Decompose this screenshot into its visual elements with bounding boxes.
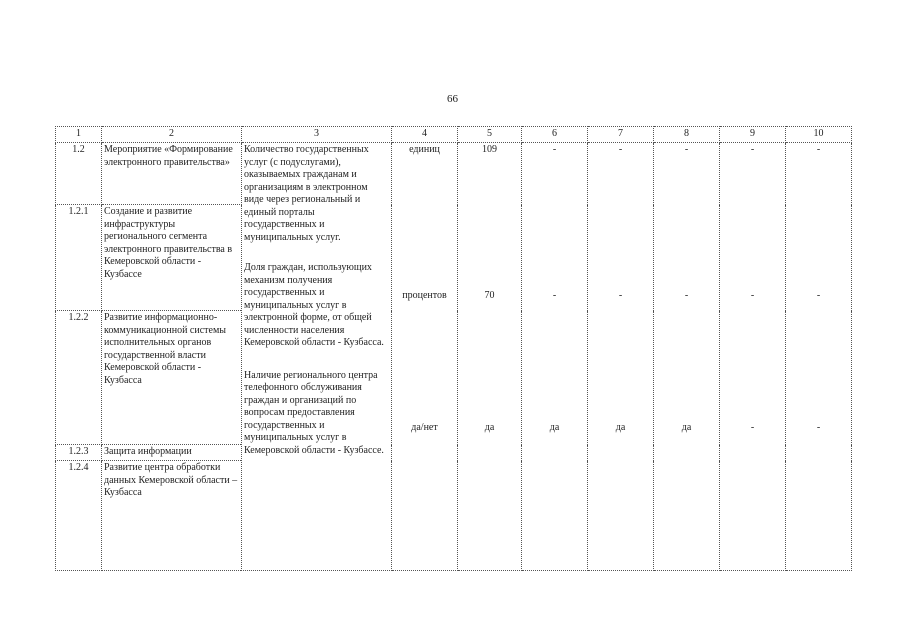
value: 70 <box>484 289 495 301</box>
indicators-cell <box>242 143 392 571</box>
page-number: 66 <box>447 93 458 105</box>
header-cell: 10 <box>786 127 852 143</box>
row-name: Создание и развитие инфраструктуры регионального сегмента электронного правительства в Кемеровской области - Кузбассе <box>102 205 242 311</box>
value: да <box>681 422 692 433</box>
value: - <box>618 144 623 155</box>
units-cell <box>392 143 458 571</box>
values-col-8 <box>654 143 720 571</box>
value: - <box>684 289 689 301</box>
value: да <box>549 422 560 433</box>
value: да <box>615 422 626 433</box>
indicator-unit: процентов <box>402 289 447 301</box>
row-number: 1.2.2 <box>56 311 102 445</box>
value: - <box>684 144 689 155</box>
header-cell: 3 <box>242 127 392 143</box>
header-cell: 2 <box>102 127 242 143</box>
row-name: Развитие центра обработки данных Кемеровской области – Кузбасса <box>102 461 242 571</box>
indicator-text: Наличие регионального центра телефонного обслуживания граждан и организаций по вопросам предоставления государственных и муниципальных услуг в Кемеровской области - Кузбассе. <box>244 369 384 456</box>
value: - <box>552 289 557 301</box>
header-cell: 7 <box>588 127 654 143</box>
header-cell: 1 <box>56 127 102 143</box>
row-number: 1.2 <box>56 143 102 205</box>
header-cell: 9 <box>720 127 786 143</box>
indicator-text: Количество государственных услуг (с подуслугами), оказываемых гражданам и организациям в электронном виде через региональный и единый порталы государственных и муниципальных услуг. <box>244 144 369 243</box>
header-cell: 4 <box>392 127 458 143</box>
value: да <box>484 422 495 433</box>
row-number: 1.2.3 <box>56 445 102 461</box>
values-col-6 <box>522 143 588 571</box>
header-cell: 5 <box>458 127 522 143</box>
program-table <box>55 126 852 571</box>
value: - <box>552 144 557 155</box>
value: - <box>750 144 755 155</box>
table-row <box>56 143 852 205</box>
row-name: Мероприятие «Формирование электронного правительства» <box>102 143 242 205</box>
indicator-text: Доля граждан, использующих механизм получения государственных и муниципальных услуг в электронной форме, от общей численности населения Кемеровской области - Кузбасса. <box>244 262 384 348</box>
values-col-7 <box>588 143 654 571</box>
value: - <box>816 422 821 433</box>
row-name: Защита информации <box>102 445 242 461</box>
value: - <box>816 144 821 155</box>
value: - <box>750 422 755 433</box>
value: - <box>750 289 755 301</box>
values-col-5 <box>458 143 522 571</box>
value: - <box>618 289 623 301</box>
row-number: 1.2.4 <box>56 461 102 571</box>
value: 109 <box>482 144 497 155</box>
header-row <box>56 127 852 143</box>
row-name: Развитие информационно-коммуникационной системы исполнительных органов государственной власти Кемеровской области - Кузбасса <box>102 311 242 445</box>
header-cell: 6 <box>522 127 588 143</box>
values-col-10 <box>786 143 852 571</box>
values-col-9 <box>720 143 786 571</box>
header-cell: 8 <box>654 127 720 143</box>
indicator-unit: единиц <box>409 144 440 155</box>
row-number: 1.2.1 <box>56 205 102 311</box>
value: - <box>816 289 821 301</box>
indicator-unit: да/нет <box>411 422 438 433</box>
